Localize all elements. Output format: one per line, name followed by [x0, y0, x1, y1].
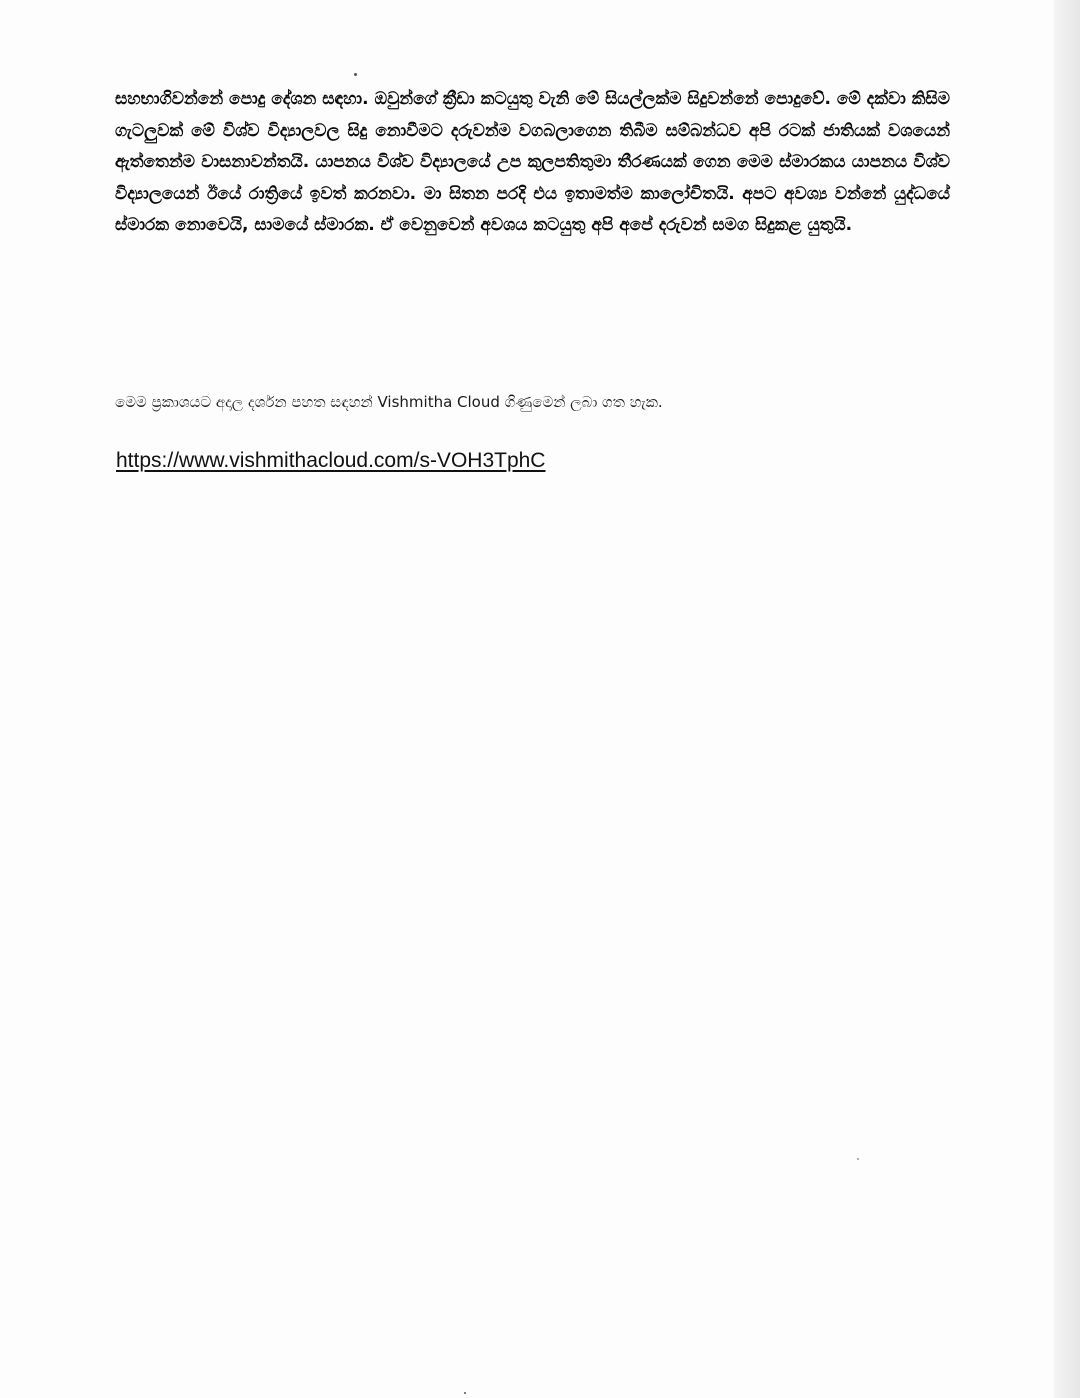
scan-speck	[464, 1392, 466, 1394]
source-link[interactable]: https://www.vishmithacloud.com/s-VOH3TphC	[116, 449, 546, 472]
scan-edge-shadow	[1054, 0, 1080, 1398]
scan-speck	[857, 1158, 859, 1160]
body-paragraph: සහභාගිවන්නේ පොදු දේශන සඳහා. ඔවුන්ගේ ක්‍රීඩා කටයුතු වැනි මේ සියල්ලක්ම සිදුවන්නේ පොදුවේ. මේ දක්වා කිසිම ගැටලුවක් මේ විශ්ව විද්‍යාලවල සිදු නොවීමට දරුවන්ම වගබලාගෙන තිබීම සම්බන්ධව අපි රටක් ජාතියක් වශයෙන් ඇත්තෙන්ම වාසනාවන්තයි. යාපනය විශ්ව විද්‍යාලයේ උප කුලපතිතුමා තීරණයක් ගෙන මෙම ස්මාරකය යාපනය විශ්ව විද්‍යාලයෙන් ඊයේ රාත්‍රියේ ඉවත් කරනවා. මා සිතන පරදි එය ඉතාමත්ම කාලෝචිතයි. අපට අවශ්‍ය වන්නේ යුද්ධයේ ස්මාරක නොවෙයි, සාමයේ ස්මාරක. ඒ වෙනුවෙන් අවශය කටයුතු අපි අපේ දරුවන් සමග සිදුකළ යුතුයි.	[115, 89, 950, 236]
scan-speck	[354, 73, 357, 76]
source-note: මෙම ප්‍රකාශයට අදාල දර්ශන පහත සඳහන් Vishmitha Cloud ගිණුමෙන් ලබා ගත හැක.	[115, 393, 663, 411]
